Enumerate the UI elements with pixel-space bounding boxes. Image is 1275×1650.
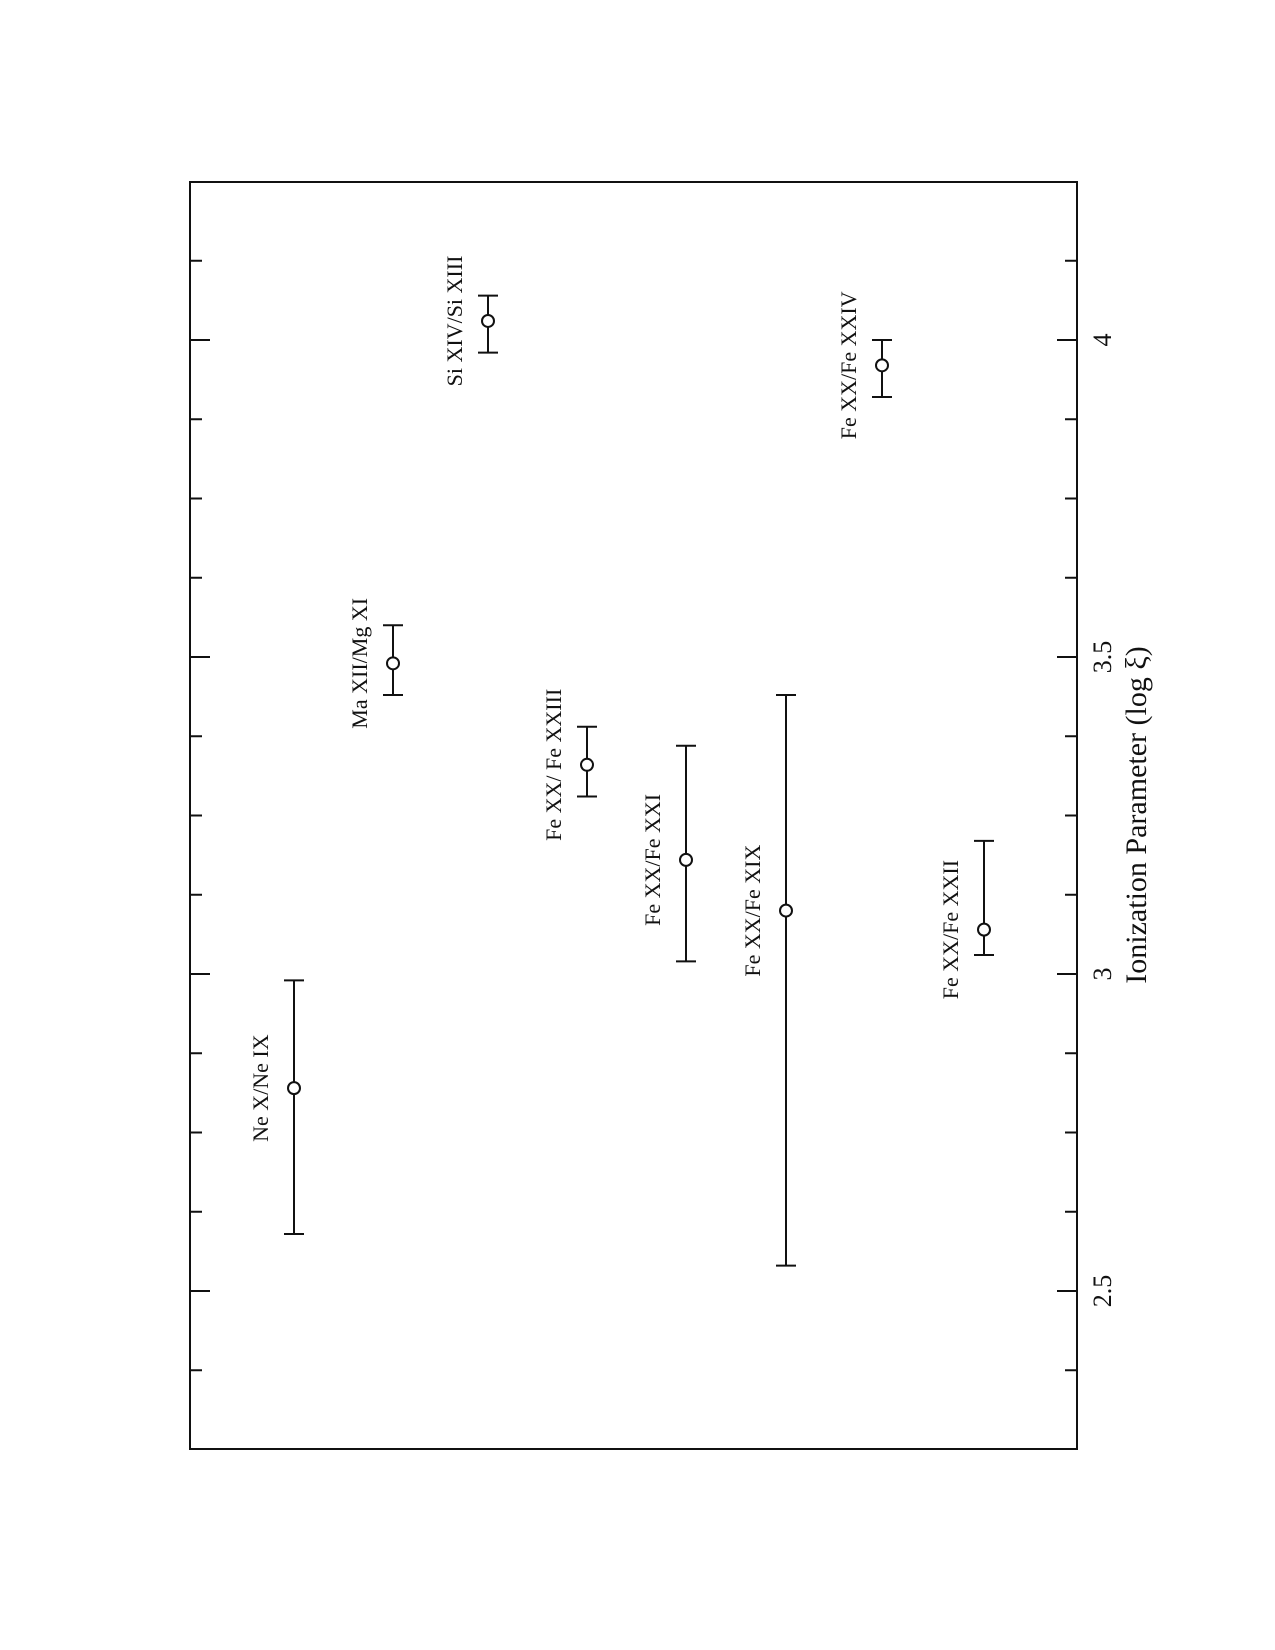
- x-axis-tick-labels: [1088, 334, 1117, 1308]
- data-point-marker: [581, 759, 593, 771]
- data-point-label: Ne X/Ne IX: [248, 1034, 273, 1142]
- data-point-marker: [780, 905, 792, 917]
- data-point-label: Fe XX/Fe XXIV: [836, 291, 861, 440]
- axis-ticks: [190, 261, 1077, 1371]
- data-point-label: Fe XX/Fe XXI: [640, 793, 665, 926]
- x-tick-label: 3.5: [1088, 640, 1117, 674]
- data-point-label: Fe XX/Fe XIX: [740, 844, 765, 977]
- x-tick-label: 4: [1088, 333, 1117, 347]
- data-point-marker: [387, 657, 399, 669]
- data-point-group: [938, 841, 994, 999]
- data-point-group: [347, 598, 403, 729]
- data-point-group: [442, 256, 498, 387]
- x-tick-label: 3: [1088, 967, 1117, 981]
- data-point-label: Fe XX/Fe XXII: [938, 859, 963, 1000]
- data-point-label: Ma XII/Mg XI: [347, 597, 372, 729]
- data-points: [248, 256, 994, 1266]
- data-point-label: Fe XX/ Fe XXIII: [541, 688, 566, 841]
- x-tick-label: 2.5: [1088, 1274, 1117, 1308]
- data-point-marker: [876, 359, 888, 371]
- data-point-marker: [482, 315, 494, 327]
- plot-frame: [190, 182, 1077, 1449]
- data-point-group: [740, 695, 796, 1266]
- data-point-group: [836, 291, 892, 439]
- data-point-group: [248, 980, 304, 1234]
- data-point-group: [640, 746, 696, 962]
- data-point-marker: [680, 854, 692, 866]
- data-point-marker: [288, 1082, 300, 1094]
- data-point-marker: [978, 924, 990, 936]
- x-axis-label: Ionization Parameter (log ξ): [1120, 646, 1153, 984]
- data-point-group: [541, 689, 597, 841]
- data-point-label: Si XIV/Si XIII: [442, 255, 467, 387]
